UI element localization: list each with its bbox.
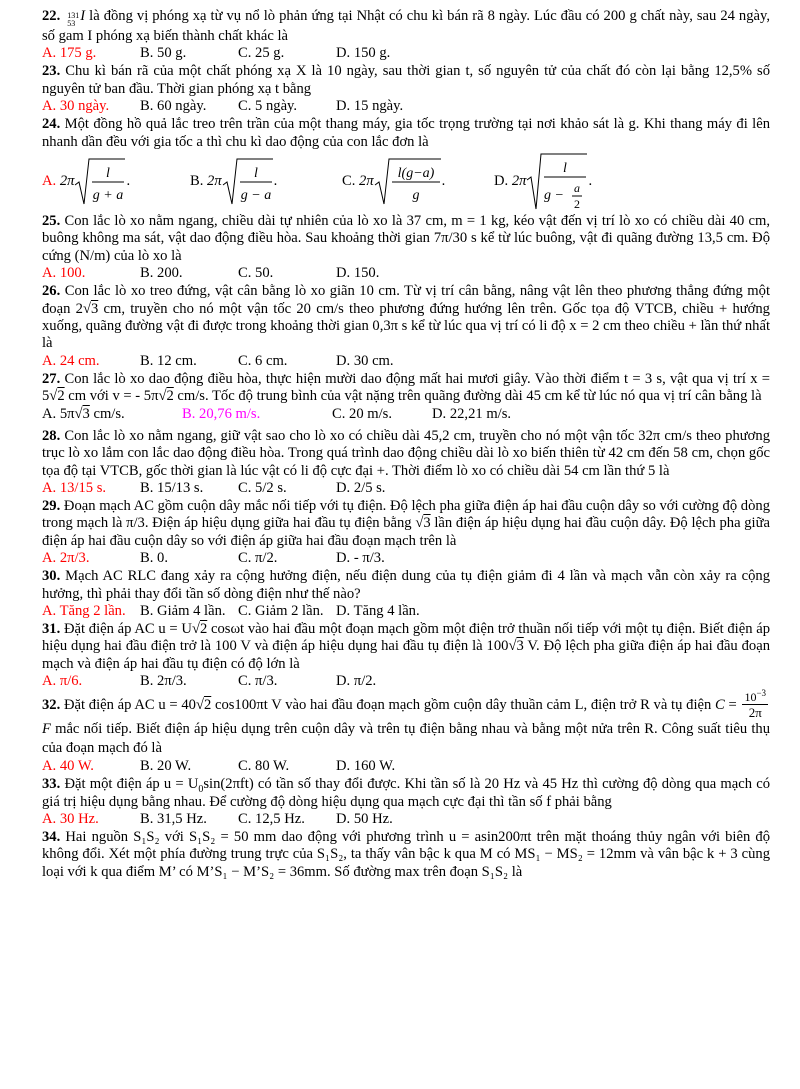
question-number: 25. — [42, 213, 61, 230]
capacitance-symbol: C — [715, 697, 725, 713]
sqrt-fraction-b — [222, 157, 274, 207]
option-d[interactable]: D. 2/5 s. — [336, 479, 386, 496]
sqrt-radicand: 2 — [199, 620, 208, 637]
question-24 — [42, 116, 770, 151]
sqrt-sign: √ — [415, 515, 424, 532]
question-text-end: cm/s. Tốc độ trung bình của vật nặng trên quãng đường dài 45 cm kể từ lúc nó qua vị trí cân bằng là — [173, 388, 762, 405]
option-c[interactable]: C. 5 ngày. — [238, 98, 298, 115]
option-d[interactable]: D. - π/3. — [336, 550, 385, 567]
question-number: 26. — [42, 283, 61, 300]
question-text: Mạch AC RLC đang xảy ra cộng hưởng điện, nếu điện dung của tụ điện giảm đi 4 lần và mạch vẫn còn xảy ra cộng hưởng, thì phải thay đổi tần số dòng điện như thế nào? — [42, 568, 770, 602]
option-c[interactable]: C. 5/2 s. — [238, 479, 287, 496]
period: . — [273, 173, 278, 190]
question-text: Hai nguồn S₁S₂ với S₁S₂ = 50 mm dao động với phương trình u = asin200πt trên mặt thoáng thủy ngân với biên độ không đổi. Xét một phía đường trung trực của S₁S₂, ta thấy vân bậc k qua M có MS₁ − MS₂ = 12mm và vân bậc k + 3 cùng loại với k qua điểm M’ có M’S₁ − M’S₂ = 36mm. Số đường max trên đoạn S₁S₂ là — [42, 828, 770, 880]
sqrt-sign: √ — [195, 697, 204, 713]
question-number: 24. — [42, 116, 61, 133]
question-number: 31. — [42, 620, 61, 637]
question-25 — [42, 213, 770, 265]
option-c[interactable]: C. 6 cm. — [238, 352, 288, 369]
two-pi: 2π — [59, 173, 75, 190]
fraction-numerator: 10 — [744, 690, 757, 705]
option-b[interactable]: B. 20,76 m/s. — [182, 405, 261, 422]
options-30 — [42, 603, 770, 621]
question-29 — [42, 498, 770, 550]
equals-sign: = — [724, 697, 741, 713]
sqrt-sign: √ — [49, 388, 58, 405]
question-number: 27. — [42, 370, 61, 387]
option-a[interactable]: A. 175 g. — [42, 45, 97, 62]
two-pi: 2π — [359, 173, 374, 190]
option-a[interactable]: A. 2π/3. — [42, 550, 90, 567]
option-a[interactable]: A. 13/15 s. — [42, 479, 107, 496]
option-d[interactable]: D. 22,21 m/s. — [432, 405, 512, 422]
question-31 — [42, 621, 770, 673]
sqrt-sign: √ — [158, 388, 167, 405]
option-label: A. — [42, 173, 57, 190]
numerator: l — [563, 161, 568, 177]
two-pi: 2π — [207, 173, 222, 190]
sqrt-fraction-c — [374, 157, 442, 207]
question-text: Đoạn mạch AC gồm cuộn dây mắc nối tiếp với tụ điện. Độ lệch pha giữa điện áp hai đầu cuộn dây so với cường độ dòng trong mạch là π/3. Điện áp hiệu dụng giữa hai đầu tụ điện bằng — [42, 497, 770, 532]
question-text: Đặt điện áp AC u = 40 — [60, 697, 196, 713]
question-text: là đồng vị phóng xạ từ vụ nổ lò phản ứng tại Nhật có chu kì bán rã 8 ngày. Lúc đầu có 200 g chất này, sau 24 ngày, số gam I phóng xạ biến thành chất khác là — [42, 8, 770, 44]
fraction-denominator: 2π — [748, 705, 762, 721]
isotope-symbol: I — [80, 8, 86, 24]
option-b[interactable] — [190, 157, 342, 207]
numerator: l — [106, 166, 111, 182]
question-28 — [42, 428, 770, 480]
option-c[interactable]: C. Giảm 2 lần. — [238, 602, 324, 619]
option-d[interactable]: D. 50 Hz. — [336, 810, 393, 827]
question-number: 22. — [42, 8, 61, 24]
option-c[interactable]: C. π/2. — [238, 550, 278, 567]
question-text-end: V. Độ lệch pha giữa điện áp hai đầu đoạn mạch và điện áp hai đầu tụ điện có độ lớn là — [42, 638, 770, 672]
isotope-atomic-number: 53 — [67, 19, 76, 28]
question-text: Đặt một điện áp u = U — [60, 776, 199, 793]
option-b[interactable]: B. Giảm 4 lần. — [140, 602, 226, 619]
question-27 — [42, 371, 770, 406]
question-22 — [42, 8, 770, 45]
option-b[interactable]: B. 200. — [140, 265, 183, 282]
option-b[interactable]: B. 12 cm. — [140, 352, 197, 369]
question-33 — [42, 776, 770, 811]
options-22 — [42, 45, 770, 63]
question-number: 32. — [42, 697, 61, 713]
option-c[interactable]: C. 80 W. — [238, 758, 290, 775]
option-d[interactable] — [494, 152, 592, 212]
question-text: Con lắc lò xo dao động điều hòa, thực hiện mười dao động mất hai mươi giây. Vào thời điểm t = 3 s, vật qua vị trí x = 5 — [42, 370, 770, 405]
sqrt-radicand: 3 — [90, 300, 99, 317]
inner-denominator: 2 — [574, 197, 581, 212]
question-32 — [42, 688, 770, 758]
question-text-cont: lần điện áp hiệu dụng hai đầu cuộn dây. Độ lệch pha giữa điện áp hai đầu cuộn dây so với điện áp giữa hai đầu đoạn mạch trên là — [42, 515, 770, 549]
option-d[interactable]: D. 30 cm. — [336, 352, 394, 369]
sqrt-radicand: 2 — [57, 388, 65, 405]
period: . — [441, 173, 446, 190]
options-29 — [42, 550, 770, 568]
question-number: 34. — [42, 828, 61, 845]
option-c[interactable]: C. 20 m/s. — [332, 405, 393, 422]
isotope-mass: 131 — [67, 11, 80, 20]
option-a-text: A. 5π — [42, 405, 75, 422]
option-c[interactable]: C. 12,5 Hz. — [238, 810, 305, 827]
option-b[interactable]: B. 0. — [140, 550, 168, 567]
option-b[interactable]: B. 2π/3. — [140, 673, 187, 690]
option-label: B. — [190, 173, 204, 190]
question-text-cont: cm với v = - 5π — [64, 388, 159, 405]
question-text-cont: cm, truyền cho nó một vận tốc 20 cm/s theo phương đứng hướng lên trên. Gốc tọa độ VTCB, chiều + hướng xuống, quãng đường vật đi được trong khoảng thời gian 0,3π s kể từ lúc qua vị trí có li độ x = 2 cm theo chiều + lần thứ nhất là — [42, 300, 770, 352]
option-b[interactable]: B. 50 g. — [140, 45, 187, 62]
option-d[interactable]: D. 160 W. — [336, 758, 396, 775]
option-c[interactable]: C. 25 g. — [238, 45, 285, 62]
sqrt-sign: √ — [82, 300, 91, 317]
sqrt-radicand: 2 — [203, 697, 212, 713]
option-d[interactable]: D. 150 g. — [336, 45, 391, 62]
question-text: Chu kì bán rã của một chất phóng xạ X là 10 ngày, sau thời gian t, số nguyên tử của chất đó còn lại bằng 12,5% số nguyên tử ban đầu. Thời gian phóng xạ t bằng — [42, 63, 770, 97]
sqrt-sign: √ — [508, 638, 517, 655]
fraction-exponent: −3 — [756, 688, 767, 699]
option-b[interactable]: B. 31,5 Hz. — [140, 810, 207, 827]
period: . — [126, 173, 131, 190]
subscript: 0 — [198, 784, 204, 796]
options-23 — [42, 98, 770, 116]
question-text: Con lắc lò xo nằm ngang, chiều dài tự nhiên của lò xo là 37 cm, m = 1 kg, kéo vật đến vị trí lò xo có chiều dài 40 cm, buông không ma sát, vật dao động điều hòa. Sau khoảng thời gian 7π/30 s kể từ lúc buông, vật đi quãng đường 13,5 cm. Độ cứng (N/m) của lò xo là — [42, 213, 770, 264]
sqrt-sign: √ — [74, 405, 83, 422]
sqrt-radicand: 3 — [423, 515, 431, 532]
capacitance-fraction — [742, 688, 768, 721]
options-26 — [42, 353, 770, 371]
options-33 — [42, 811, 770, 829]
option-a[interactable]: A. 100. — [42, 265, 86, 282]
question-text: Đặt điện áp AC u = U — [60, 620, 192, 637]
question-text-cont: cos100πt V vào hai đầu đoạn mạch gồm cuộn dây thuần cảm L, điện trở R và tụ điện — [211, 697, 715, 713]
denominator: g − a — [240, 188, 271, 204]
question-number: 33. — [42, 776, 61, 793]
options-25 — [42, 265, 770, 283]
options-28 — [42, 480, 770, 498]
option-b[interactable]: B. 60 ngày. — [140, 98, 207, 115]
two-pi: 2π — [511, 173, 527, 190]
option-c[interactable]: C. 50. — [238, 265, 274, 282]
inner-numerator: a — [574, 181, 581, 196]
denominator: g − — [544, 188, 565, 204]
question-text-cont: sin(2πft) có tần số thay đổi được. Khi tần số là 20 Hz và 45 Hz thì cường độ dòng qua mạch có giá trị hiệu dụng bằng nhau. Để cường độ dòng hiệu dụng qua mạch cực đại thì tần số f phải bằng — [42, 776, 770, 810]
option-a[interactable]: A. 30 ngày. — [42, 98, 110, 115]
denominator: g — [412, 188, 420, 204]
option-a[interactable] — [42, 406, 182, 423]
question-number: 30. — [42, 568, 61, 585]
option-d[interactable]: D. Tăng 4 lần. — [336, 602, 420, 619]
question-34 — [42, 829, 770, 881]
option-a[interactable]: A. 30 Hz. — [42, 810, 99, 827]
question-text-end: mắc nối tiếp. Biết điện áp hiệu dụng trên cuộn dây và trên tụ điện bằng nhau và bằng một nửa trên R. Công suất tiêu thụ của đoạn mạch đó là — [42, 721, 770, 757]
sqrt-fraction-d — [526, 152, 588, 212]
question-text: Một đồng hồ quả lắc treo trên trần của một thang máy, gia tốc trọng trường tại nơi khảo sát là g. Khi thang máy đi lên nhanh dần đều với gia tốc a thì chu kì dao động của con lắc đơn là — [42, 116, 770, 150]
option-d[interactable]: D. 15 ngày. — [336, 98, 404, 115]
option-c[interactable]: C. π/3. — [238, 673, 278, 690]
question-number: 28. — [42, 427, 61, 444]
option-c[interactable] — [342, 157, 494, 207]
numerator: l(g−a) — [397, 166, 434, 182]
option-a[interactable]: A. Tăng 2 lần. — [42, 602, 126, 619]
period: . — [588, 173, 593, 190]
sqrt-sign: √ — [191, 620, 200, 637]
question-number: 23. — [42, 63, 61, 80]
question-text: Con lắc lò xo treo đứng, vật cân bằng lò xo giãn 10 cm. Từ vị trí cân bằng, nâng vật lên theo phương thẳng đứng một đoạn 2 — [42, 283, 770, 317]
options-31 — [42, 673, 770, 691]
option-d[interactable]: D. 150. — [336, 265, 380, 282]
option-a-unit: cm/s. — [89, 405, 125, 422]
question-text-cont: cosωt vào hai đầu một đoạn mạch gồm một điện trở thuần nối tiếp với một tụ điện. Biết điện áp hiệu dụng hai đầu điện trở là 100 V và điện áp hiệu dụng hai đầu tụ điện là 100 — [42, 620, 771, 655]
sqrt-fraction-a — [74, 157, 126, 207]
options-32 — [42, 758, 770, 776]
option-a[interactable]: A. 40 W. — [42, 758, 94, 775]
option-a[interactable] — [42, 157, 190, 207]
unit: F — [42, 721, 51, 738]
option-a[interactable]: A. π/6. — [42, 673, 83, 690]
isotope-notation — [67, 12, 79, 28]
options-27 — [42, 406, 770, 428]
question-30 — [42, 568, 770, 603]
option-b[interactable]: B. 20 W. — [140, 758, 192, 775]
option-d[interactable]: D. π/2. — [336, 673, 377, 690]
question-text: Con lắc lò xo nằm ngang, giữ vật sao cho lò xo có chiều dài 45,2 cm, truyền cho nó một vận tốc 32π cm/s theo phương trục lò xo lắm con lắc dao động điều hòa. Trong quá trình dao động chiều dài lò xo biến thiên từ 42 cm đến 58 cm, chọn gốc tọa độ tại VTCB, gốc thời gian là lúc vật có li độ cực đại +. Thời điểm lò xo có chiều dài 54 cm lần thứ 5 là — [42, 427, 770, 479]
question-26 — [42, 283, 770, 353]
numerator: l — [253, 166, 258, 182]
option-b[interactable]: B. 15/13 s. — [140, 479, 204, 496]
option-label: C. — [342, 173, 356, 190]
option-label: D. — [494, 173, 509, 190]
sqrt-radicand: 3 — [82, 405, 90, 422]
options-24 — [42, 151, 770, 213]
sqrt-radicand: 3 — [516, 638, 524, 655]
denominator: g + a — [93, 188, 124, 204]
sqrt-radicand: 2 — [166, 388, 174, 405]
question-number: 29. — [42, 497, 61, 514]
option-a[interactable]: A. 24 cm. — [42, 352, 100, 369]
question-23 — [42, 63, 770, 98]
